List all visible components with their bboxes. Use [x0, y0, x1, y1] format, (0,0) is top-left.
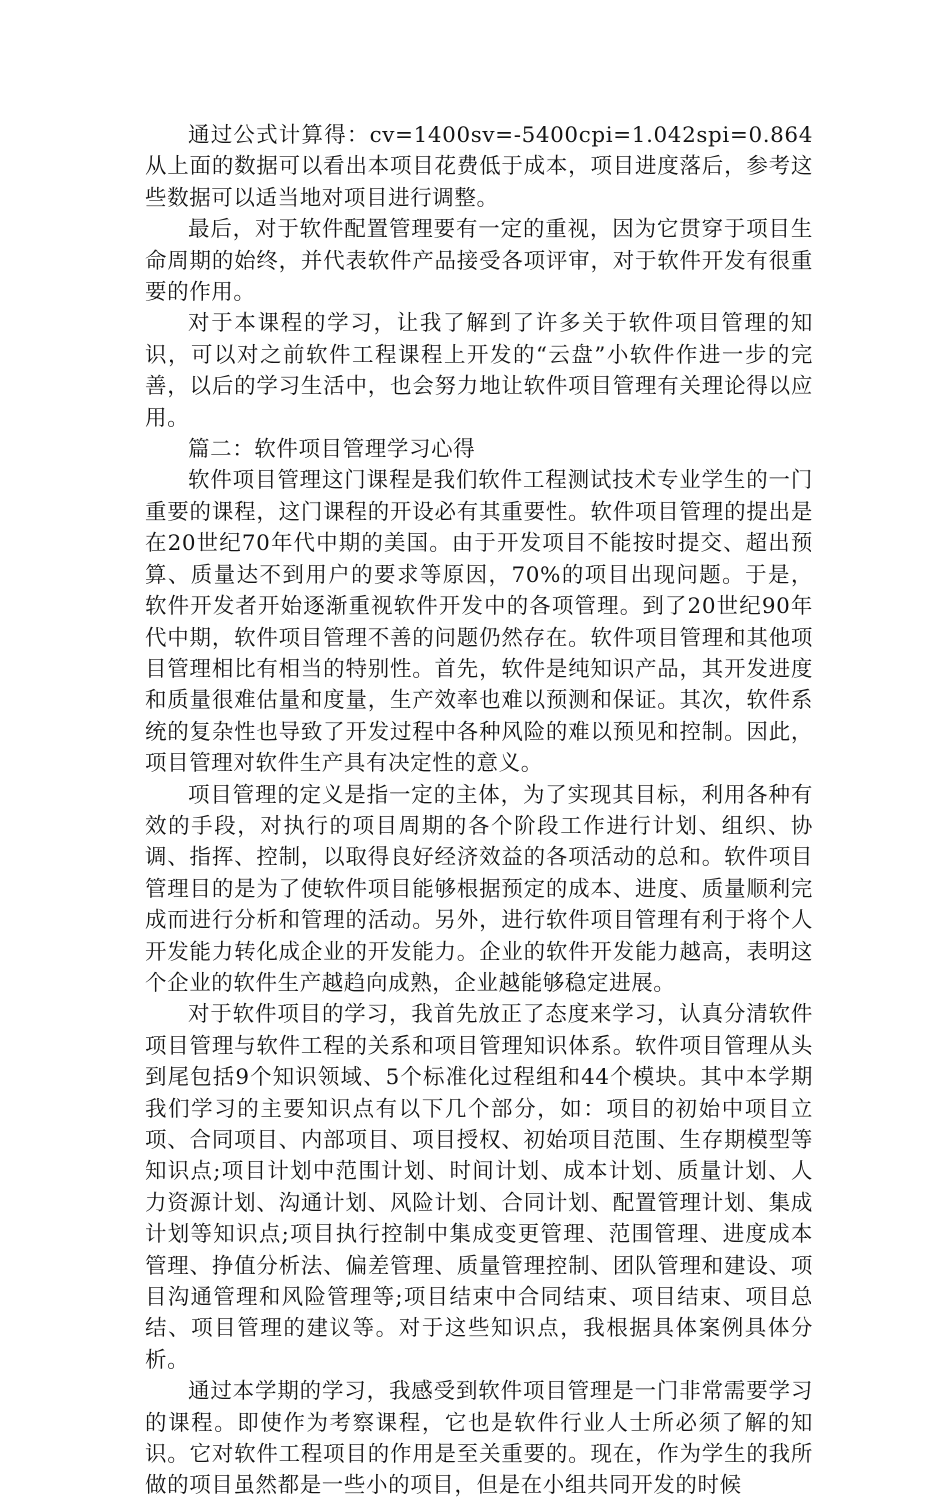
paragraph-formula-result: 通过公式计算得：cv=1400sv=-5400cpi=1.042spi=0.864从上面的数据可以看出本项目花费低于成本，项目进度落后，参考这些数据可以适当地对项目进行调整。 [145, 123, 813, 211]
paragraph-pm-definition: 项目管理的定义是指一定的主体，为了实现其目标，利用各种有效的手段，对执行的项目周期的各个阶段工作进行计划、组织、协调、指挥、控制，以取得良好经济效益的各项活动的总和。软件项目管理目的是为了使软件项目能够根据预定的成本、进度、质量顺利完成而进行分析和管理的活动。另外，进行软件项目管理有利于将个人开发能力转化成企业的开发能力。企业的软件开发能力越高，表明这个企业的软件生产越趋向成熟，企业越能够稳定进展。 [145, 782, 813, 996]
paragraph-course-summary: 对于本课程的学习，让我了解到了许多关于软件项目管理的知识，可以对之前软件工程课程上开发的“云盘”小软件作进一步的完善，以后的学习生活中，也会努力地让软件项目管理有关理论得以应用。 [145, 311, 813, 431]
paragraph-semester-reflection: 通过本学期的学习，我感受到软件项目管理是一门非常需要学习的课程。即使作为考察课程，它也是软件行业人士所必须了解的知识。它对软件工程项目的作用是至关重要的。现在，作为学生的我所做的项目虽然都是一些小的项目，但是在小组共同开发的时候 [145, 1379, 813, 1499]
document-body [145, 120, 813, 1502]
paragraph-config-management: 最后，对于软件配置管理要有一定的重视，因为它贯穿于项目生命周期的始终，并代表软件产品接受各项评审，对于软件开发有很重要的作用。 [145, 217, 813, 306]
paragraph-learning-content: 对于软件项目的学习，我首先放正了态度来学习，认真分清软件项目管理与软件工程的关系和项目管理知识体系。软件项目管理从头到尾包括9个知识领域、5个标准化过程组和44个模块。其中本学期我们学习的主要知识点有以下几个部分，如：项目的初始中项目立项、合同项目、内部项目、项目授权、初始项目范围、生存期模型等知识点;项目计划中范围计划、时间计划、成本计划、质量计划、人力资源计划、沟通计划、风险计划、合同计划、配置管理计划、集成计划等知识点;项目执行控制中集成变更管理、范围管理、进度成本管理、挣值分析法、偏差管理、质量管理控制、团队管理和建设、项目沟通管理和风险管理等;项目结束中合同结束、项目结束、项目总结、项目管理的建议等。对于这些知识点，我根据具体案例具体分析。 [145, 1002, 813, 1373]
section-heading: 篇二：软件项目管理学习心得 [188, 437, 476, 463]
paragraph-course-intro: 软件项目管理这门课程是我们软件工程测试技术专业学生的一门重要的课程，这门课程的开设必有其重要性。软件项目管理的提出是在20世纪70年代中期的美国。由于开发项目不能按时提交、超出预算、质量达不到用户的要求等原因，70%的项目出现问题。于是，软件开发者开始逐渐重视软件开发中的各项管理。到了20世纪90年代中期，软件项目管理不善的问题仍然存在。软件项目管理和其他项目管理相比有相当的特别性。首先，软件是纯知识产品，其开发进度和质量很难估量和度量，生产效率也难以预测和保证。其次，软件系统的复杂性也导致了开发过程中各种风险的难以预见和控制。因此，项目管理对软件生产具有决定性的意义。 [145, 468, 813, 777]
